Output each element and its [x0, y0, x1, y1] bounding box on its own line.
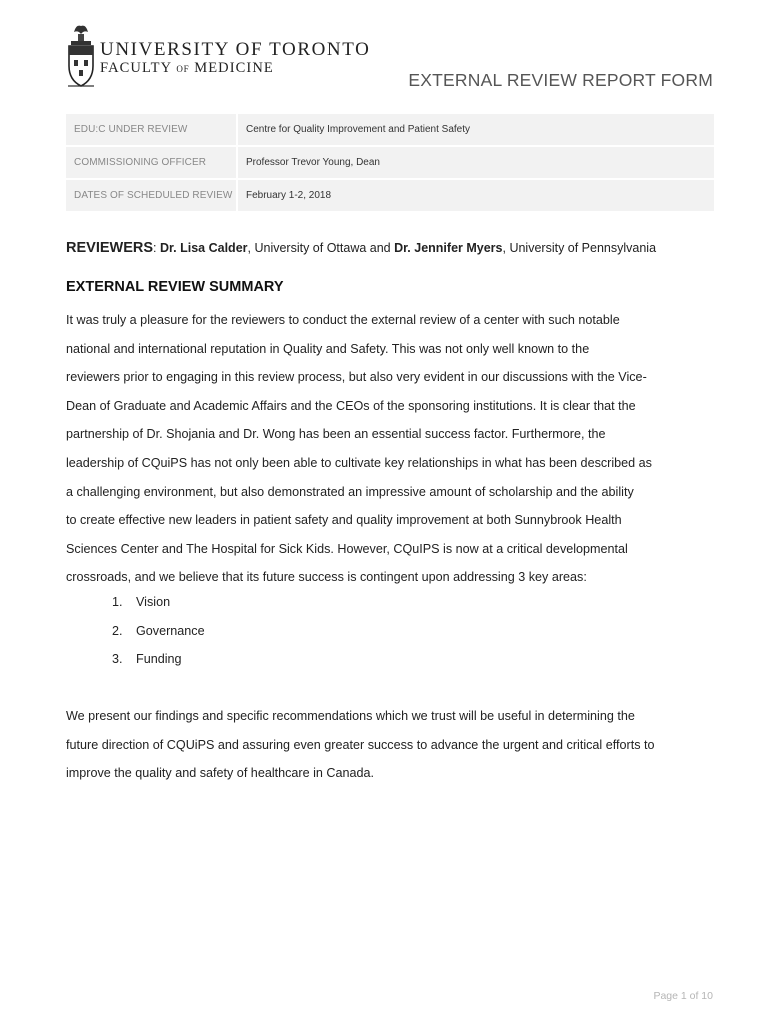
- faculty-of-word: OF: [176, 64, 190, 74]
- table-row: [66, 147, 714, 178]
- paragraph-line: leadership of CQuiPS has not only been able to cultivate key relationships in what has been described as: [66, 455, 652, 470]
- paragraph-line: national and international reputation in Quality and Safety. This was not only well known to the: [66, 341, 590, 356]
- paragraph-line: It was truly a pleasure for the reviewers to conduct the external review of a center with such notable: [66, 313, 620, 327]
- faculty-name: [100, 60, 274, 77]
- university-name: UNIVERSITY OF TORONTO: [100, 39, 371, 60]
- reviewer-2-name: Dr. Jennifer Myers: [394, 241, 503, 255]
- paragraph-line: future direction of CQUiPS and assuring even greater success to advance the urgent and critical efforts to: [66, 737, 655, 752]
- dates-label: DATES OF SCHEDULED REVIEW: [66, 180, 238, 211]
- officer-value: Professor Trevor Young, Dean: [238, 147, 714, 178]
- list-item-text: Vision: [136, 595, 171, 609]
- paragraph-line: crossroads, and we believe that its future success is contingent upon addressing 3 key areas:: [66, 570, 587, 585]
- edu-value: Centre for Quality Improvement and Patient Safety: [238, 114, 714, 145]
- list-number: 3.: [112, 652, 123, 667]
- list-number: 1.: [112, 595, 123, 609]
- paragraph-line: partnership of Dr. Shojania and Dr. Wong has been an essential success factor. Furthermore, the: [66, 427, 606, 442]
- list-item: [112, 645, 205, 674]
- list-item: [112, 588, 205, 617]
- paragraph-line: We present our findings and specific recommendations which we trust will be useful in determining the: [66, 709, 635, 723]
- reviewers-line: [66, 240, 656, 256]
- list-item: [112, 617, 205, 646]
- reviewers-colon: :: [153, 241, 160, 255]
- form-title: EXTERNAL REVIEW REPORT FORM: [408, 70, 713, 90]
- review-info-table: [66, 112, 714, 213]
- reviewer-2-affiliation: , University of Pennsylvania: [502, 241, 657, 255]
- paragraph-line: to create effective new leaders in patient safety and quality improvement at both Sunnybrook Health: [66, 513, 622, 528]
- summary-heading: EXTERNAL REVIEW SUMMARY: [66, 279, 284, 295]
- dates-value: February 1-2, 2018: [238, 180, 714, 211]
- list-number: 2.: [112, 623, 123, 638]
- closing-paragraph: [66, 702, 716, 788]
- paragraph-line: improve the quality and safety of healthcare in Canada.: [66, 766, 375, 781]
- key-areas-list: [112, 588, 205, 674]
- coat-of-arms-icon: [66, 22, 96, 88]
- faculty-word: FACULTY: [100, 60, 172, 76]
- reviewer-1-name: Dr. Lisa Calder: [159, 241, 248, 255]
- table-row: [66, 180, 714, 211]
- paragraph-line: a challenging environment, but also demonstrated an impressive amount of scholarship and the ability: [66, 484, 634, 499]
- reviewer-1-affiliation: , University of Ottawa and: [247, 241, 395, 255]
- edu-label: EDU:C UNDER REVIEW: [66, 114, 238, 145]
- table-row: [66, 114, 714, 145]
- summary-paragraph: [66, 306, 716, 592]
- list-item-text: Funding: [136, 652, 182, 667]
- paragraph-line: Sciences Center and The Hospital for Sick Kids. However, CQuIPS is now at a critical developmental: [66, 541, 628, 556]
- page-number: Page 1 of 10: [653, 990, 713, 1002]
- officer-label: COMMISSIONING OFFICER: [66, 147, 238, 178]
- paragraph-line: Dean of Graduate and Academic Affairs and the CEOs of the sponsoring institutions. It is clear that the: [66, 398, 636, 413]
- paragraph-line: reviewers prior to engaging in this review process, but also very evident in our discussions with the Vice-: [66, 370, 647, 385]
- faculty-medicine-word: MEDICINE: [194, 60, 274, 76]
- list-item-text: Governance: [136, 623, 205, 638]
- university-logo: [66, 22, 371, 90]
- reviewers-label: REVIEWERS: [66, 240, 154, 256]
